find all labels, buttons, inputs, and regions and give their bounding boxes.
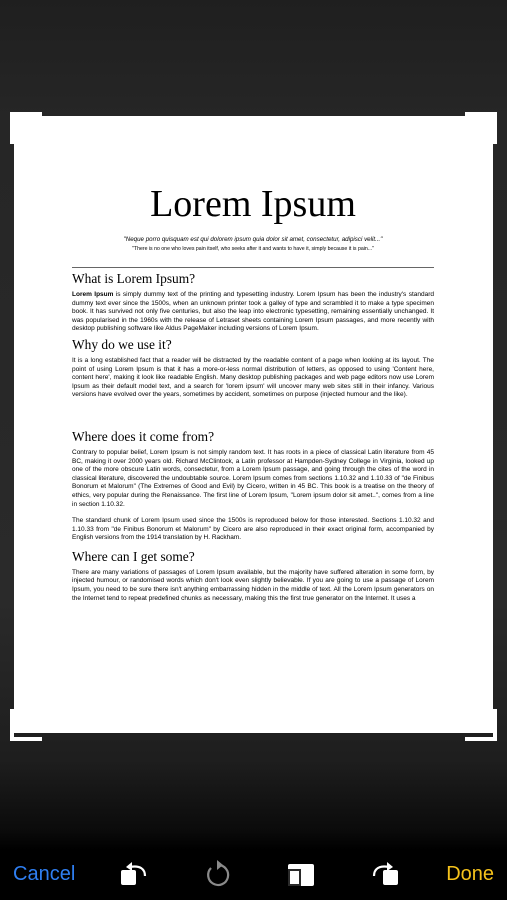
bottom-toolbar bbox=[0, 848, 507, 900]
rotate-right-icon[interactable] bbox=[369, 858, 403, 890]
crop-handle-top-right[interactable] bbox=[465, 112, 497, 144]
section-heading: Where can I get some? bbox=[72, 548, 195, 564]
filter-icon[interactable] bbox=[284, 858, 318, 890]
crop-handle-top-left[interactable] bbox=[10, 112, 42, 144]
reset-icon[interactable] bbox=[201, 858, 235, 890]
rotate-left-icon[interactable] bbox=[116, 858, 150, 890]
scanned-document bbox=[14, 116, 493, 733]
document-content bbox=[72, 116, 434, 603]
section-heading: Why do we use it? bbox=[72, 336, 172, 352]
crop-handle-bottom-left[interactable] bbox=[10, 709, 42, 741]
document-title: Lorem Ipsum bbox=[150, 183, 356, 225]
section-paragraph bbox=[72, 291, 434, 334]
document-subquote: "There is no one who loves pain itself, who seeks after it and wants to have it, simply because it is pain..." bbox=[132, 246, 374, 252]
section-paragraph: There are many variations of passages of Lorem Ipsum available, but the majority have suffered alteration in some form, by injected humour, or randomised words which don't look even slightly believable. If you are going to use a passage of Lorem Ipsum, you need to be sure there isn't anything embarrassing hidden in the middle of text. All the Lorem Ipsum generators on the Internet tend to repeat predefined chunks as necessary, making this the first true generator on the Internet. It uses a bbox=[72, 568, 434, 602]
document-divider bbox=[72, 267, 434, 268]
cancel-button[interactable]: Cancel bbox=[13, 863, 76, 885]
section-paragraph: The standard chunk of Lorem Ipsum used since the 1500s is reproduced below for those interested. Sections 1.10.32 and 1.10.33 from "de Finibus Bonorum et Malorum" by Cicero are also reproduced in their exact original form, accompanied by English versions from the 1914 translation by H. Rackham. bbox=[72, 517, 434, 542]
document-quote: "Neque porro quisquam est qui dolorem ipsum quia dolor sit amet, consectetur, adipisci velit..." bbox=[123, 236, 383, 243]
crop-handle-bottom-right[interactable] bbox=[465, 709, 497, 741]
section-heading: What is Lorem Ipsum? bbox=[72, 271, 196, 286]
section-heading: Where does it come from? bbox=[72, 428, 215, 444]
paragraph-text: is simply dummy text of the printing and typesetting industry. Lorem Ipsum has been the industry's standard dummy text ever since the 1500s, when an unknown printer took a galley of type and scrambled it to make a type specimen book. It has survived not only five centuries, but also the leap into electronic typesetting, remaining essentially unchanged. It was popularised in the 1960s with the release of Letraset sheets containing Lorem Ipsum passages, and more recently with desktop publishing software like Aldus PageMaker including versions of Lorem Ipsum. bbox=[72, 291, 435, 333]
done-button[interactable]: Done bbox=[446, 863, 494, 885]
lead-term: Lorem Ipsum bbox=[72, 291, 114, 298]
section-paragraph: Contrary to popular belief, Lorem Ipsum is not simply random text. It has roots in a piece of classical Latin literature from 45 BC, making it over 2000 years old. Richard McClintock, a Latin professor at Hampden-Sydney College in Virginia, looked up one of the more obscure Latin words, consectetur, from a Lorem Ipsum passage, and going through the cites of the word in classical literature, discovered the undoubtable source. Lorem Ipsum comes from sections 1.10.32 and 1.10.33 of "de Finibus Bonorum et Malorum" (The Extremes of Good and Evil) by Cicero, written in 45 BC. This book is a treatise on the theory of ethics, very popular during the Renaissance. The first line of Lorem Ipsum, "Lorem ipsum dolor sit amet..", comes from a line in section 1.10.32. bbox=[72, 448, 434, 508]
section-paragraph: It is a long established fact that a reader will be distracted by the readable content of a page when looking at its layout. The point of using Lorem Ipsum is that it has a more-or-less normal distribution of letters, as opposed to using 'Content here, content here', making it look like readable English. Many desktop publishing packages and web page editors now use Lorem Ipsum as their default model text, and a search for 'lorem ipsum' will uncover many web sites still in their infancy. Various versions have evolved over the years, sometimes by accident, sometimes on purpose (injected humour and the like). bbox=[72, 356, 434, 399]
